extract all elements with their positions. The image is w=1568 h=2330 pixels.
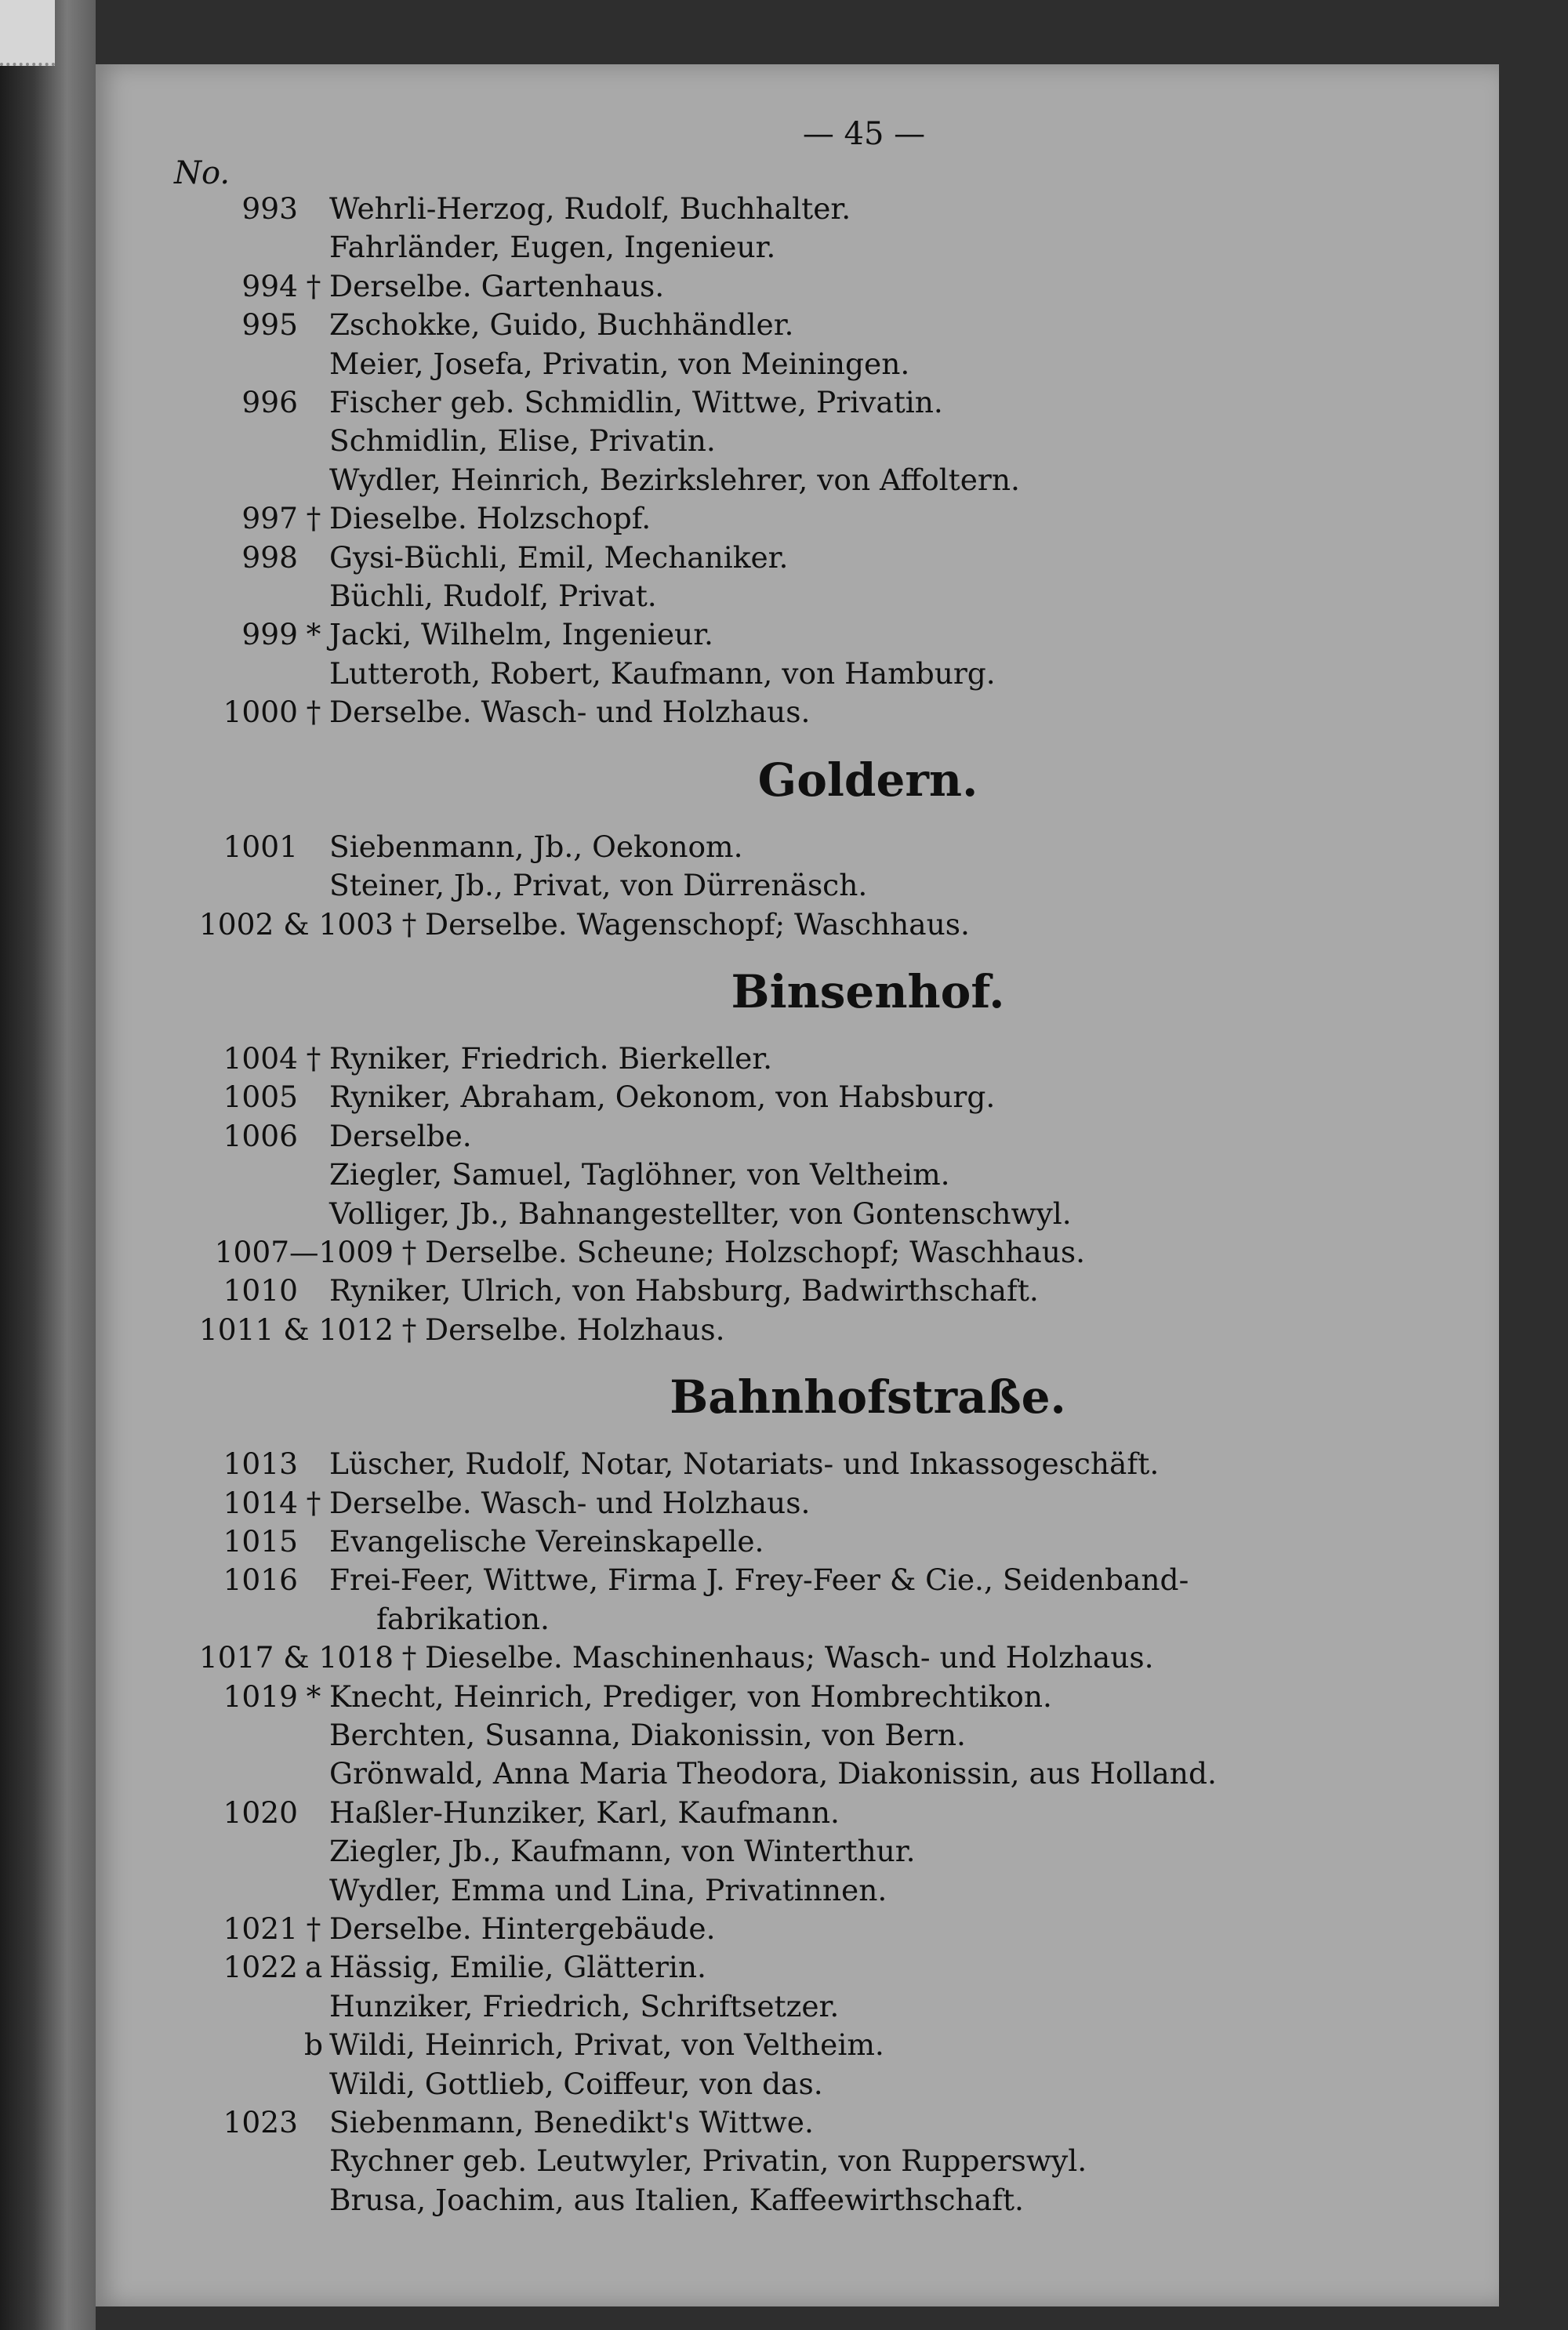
- entry-marker: [298, 1832, 329, 1871]
- resident-text: Derselbe. Wasch- und Holzhaus.: [329, 1485, 811, 1520]
- book-page: [96, 64, 1499, 2306]
- entry-marker: [298, 383, 329, 422]
- directory-entry: [174, 1639, 1460, 1677]
- entry-marker: [298, 1445, 329, 1483]
- house-number: 999: [241, 617, 298, 652]
- house-number: 1010: [223, 1273, 298, 1308]
- entry-marker: [298, 1117, 329, 1156]
- entry-marker: †: [306, 1911, 321, 1947]
- house-number: 993: [241, 191, 298, 226]
- entry-marker: [298, 422, 329, 460]
- directory-entry: [174, 267, 1460, 306]
- house-number: 996: [241, 385, 298, 420]
- directory-entry: [174, 1040, 1460, 1078]
- house-number: [174, 461, 298, 499]
- resident-text: Wydler, Heinrich, Bezirkslehrer, von Affoltern.: [329, 462, 1020, 497]
- directory-entry: [174, 2026, 1460, 2064]
- resident-text: Lüscher, Rudolf, Notar, Notariats- und Inkassogeschäft.: [329, 1446, 1160, 1482]
- entry-marker: [298, 577, 329, 615]
- entry-marker: †: [306, 1485, 321, 1520]
- directory-entry: [174, 1794, 1460, 1832]
- house-number: [174, 1716, 298, 1755]
- resident-text: Hunziker, Friedrich, Schriftsetzer.: [329, 1988, 840, 2023]
- resident-text: Wildi, Heinrich, Privat, von Veltheim.: [329, 2027, 884, 2063]
- house-number: [174, 1156, 298, 1194]
- entry-marker: [298, 828, 329, 866]
- entry-marker: a: [304, 1950, 323, 1985]
- directory-entry: [174, 383, 1460, 422]
- entry-marker: [298, 1871, 329, 1910]
- house-number: 1006: [223, 1118, 298, 1153]
- resident-text: Ryniker, Friedrich. Bierkeller.: [329, 1040, 773, 1076]
- section-heading: Bahnhofstraße.: [670, 1370, 1066, 1424]
- entry-marker: [298, 1600, 329, 1639]
- resident-text: Hässig, Emilie, Glätterin.: [329, 1950, 706, 1985]
- directory-entry: [174, 499, 1460, 538]
- house-number: [174, 1987, 298, 2026]
- directory-entry: [174, 345, 1460, 383]
- directory-entry: [174, 615, 1460, 654]
- entry-marker: *: [306, 1679, 321, 1714]
- directory-entry: [174, 1195, 1460, 1233]
- directory-entry: [174, 1233, 1460, 1272]
- house-number: [174, 2142, 298, 2180]
- resident-text: Grönwald, Anna Maria Theodora, Diakonissin, aus Holland.: [329, 1756, 1217, 1791]
- house-number: [174, 577, 298, 615]
- house-number: 1023: [223, 2105, 298, 2140]
- house-number: 1015: [223, 1523, 298, 1559]
- resident-text: Brusa, Joachim, aus Italien, Kaffeewirthschaft.: [329, 2182, 1024, 2217]
- entry-marker: [298, 306, 329, 344]
- house-number: 1005: [223, 1080, 298, 1115]
- house-number: 1020: [223, 1795, 298, 1830]
- house-number: 1014: [223, 1485, 298, 1520]
- resident-text: Siebenmann, Jb., Oekonom.: [329, 829, 743, 864]
- entry-marker: [298, 2103, 329, 2142]
- resident-text: fabrikation.: [376, 1601, 550, 1636]
- house-number: [174, 2065, 298, 2103]
- directory-entry: [174, 461, 1460, 499]
- directory-entry: [174, 228, 1460, 267]
- house-number: 1002 & 1003: [198, 906, 394, 942]
- resident-text: Ryniker, Ulrich, von Habsburg, Badwirthschaft.: [329, 1273, 1039, 1308]
- entry-marker: †: [401, 1234, 417, 1269]
- directory-entry: [174, 1311, 1460, 1349]
- resident-text: Haßler-Hunziker, Karl, Kaufmann.: [329, 1795, 840, 1830]
- book-spine: [0, 0, 96, 2330]
- entry-marker: [298, 228, 329, 267]
- house-number: 997: [241, 501, 298, 536]
- house-number: [174, 2026, 298, 2064]
- house-number: 1001: [223, 829, 298, 864]
- entry-marker: [298, 655, 329, 693]
- entry-marker: [298, 345, 329, 383]
- house-number: [174, 1832, 298, 1871]
- directory-entry: [174, 1600, 1460, 1639]
- directory-entry: [174, 1522, 1460, 1561]
- resident-text: Derselbe.: [329, 1118, 472, 1153]
- resident-text: Fahrländer, Eugen, Ingenieur.: [329, 230, 776, 265]
- directory-entry: [174, 1910, 1460, 1948]
- resident-text: Derselbe. Gartenhaus.: [329, 268, 665, 303]
- directory-entry: [174, 577, 1460, 615]
- resident-text: Siebenmann, Benedikt's Wittwe.: [329, 2105, 814, 2140]
- house-number: [174, 228, 298, 267]
- entry-marker: [298, 1561, 329, 1599]
- house-number: [174, 1871, 298, 1910]
- entry-marker: [298, 1987, 329, 2026]
- section-heading: Goldern.: [757, 753, 978, 807]
- entry-marker: [298, 1078, 329, 1116]
- entry-marker: [298, 1195, 329, 1233]
- resident-text: Derselbe. Wasch- und Holzhaus.: [329, 695, 811, 730]
- directory-entry: [174, 1117, 1460, 1156]
- entries-list: [174, 190, 1460, 2219]
- entry-marker: [298, 2181, 329, 2219]
- directory-entry: [174, 1948, 1460, 1987]
- directory-entry: [174, 1755, 1460, 1793]
- house-number: 994: [241, 268, 298, 303]
- entry-marker: †: [306, 501, 321, 536]
- house-number: 1000: [223, 695, 298, 730]
- resident-text: Zschokke, Guido, Buchhändler.: [329, 307, 794, 343]
- entry-marker: [298, 1522, 329, 1561]
- house-number: [174, 422, 298, 460]
- house-number: 998: [241, 539, 298, 575]
- house-number: [174, 655, 298, 693]
- entry-marker: [298, 1272, 329, 1310]
- entry-marker: [298, 461, 329, 499]
- directory-entry: [174, 828, 1460, 866]
- entry-marker: †: [401, 1312, 417, 1347]
- entry-marker: †: [401, 1640, 417, 1675]
- resident-text: Knecht, Heinrich, Prediger, von Hombrechtikon.: [329, 1679, 1052, 1714]
- directory-entry: [174, 1987, 1460, 2026]
- entry-marker: [298, 2142, 329, 2180]
- entry-marker: [298, 1156, 329, 1194]
- directory-entry: [174, 1272, 1460, 1310]
- resident-text: Derselbe. Scheune; Holzschopf; Waschhaus.: [425, 1234, 1086, 1269]
- directory-entry: [174, 1445, 1460, 1483]
- page-number: — 45 —: [802, 116, 926, 152]
- directory-entry: [174, 1484, 1460, 1522]
- entry-marker: [298, 1716, 329, 1755]
- entry-marker: [298, 539, 329, 577]
- directory-entry: [174, 1156, 1460, 1194]
- directory-entry: [174, 2181, 1460, 2219]
- resident-text: Ziegler, Samuel, Taglöhner, von Veltheim.: [329, 1157, 950, 1192]
- directory-entry: [174, 2142, 1460, 2180]
- house-number: 1017 & 1018: [198, 1640, 394, 1675]
- resident-text: Derselbe. Holzhaus.: [425, 1312, 725, 1347]
- directory-entry: [174, 1078, 1460, 1116]
- house-number: 1019: [223, 1679, 298, 1714]
- resident-text: Ryniker, Abraham, Oekonom, von Habsburg.: [329, 1080, 996, 1115]
- resident-text: Derselbe. Wagenschopf; Waschhaus.: [425, 906, 970, 942]
- house-number: [174, 2181, 298, 2219]
- resident-text: Jacki, Wilhelm, Ingenieur.: [329, 617, 713, 652]
- directory-entry: [174, 2103, 1460, 2142]
- directory-entry: [174, 306, 1460, 344]
- directory-entry: [174, 1832, 1460, 1871]
- house-number: 1016: [223, 1562, 298, 1598]
- resident-text: Wydler, Emma und Lina, Privatinnen.: [329, 1872, 887, 1907]
- house-number: 995: [241, 307, 298, 343]
- house-number: 1011 & 1012: [198, 1312, 394, 1347]
- directory-entry: [174, 1716, 1460, 1755]
- entry-marker: *: [306, 617, 321, 652]
- resident-text: Lutteroth, Robert, Kaufmann, von Hamburg.: [329, 655, 996, 691]
- house-number: 1007—1009: [214, 1234, 394, 1269]
- house-number: 1013: [223, 1446, 298, 1482]
- directory-entry: [174, 693, 1460, 731]
- entry-marker: [298, 1755, 329, 1793]
- directory-entry: [174, 539, 1460, 577]
- directory-entry: [174, 906, 1460, 944]
- resident-text: Volliger, Jb., Bahnangestellter, von Gontenschwyl.: [329, 1196, 1072, 1231]
- section-heading: Binsenhof.: [731, 964, 1005, 1018]
- house-number: [174, 866, 298, 905]
- house-number: 1022: [223, 1950, 298, 1985]
- house-number: [174, 1600, 298, 1639]
- resident-text: Steiner, Jb., Privat, von Dürrenäsch.: [329, 868, 868, 903]
- entry-marker: [298, 190, 329, 228]
- directory-entry: [174, 655, 1460, 693]
- house-number: [174, 1755, 298, 1793]
- paper-strip: [0, 0, 55, 66]
- resident-text: Büchli, Rudolf, Privat.: [329, 579, 657, 614]
- resident-text: Evangelische Vereinskapelle.: [329, 1523, 764, 1559]
- directory-entry: [174, 866, 1460, 905]
- directory-entry: [174, 1678, 1460, 1716]
- directory-entry: [174, 190, 1460, 228]
- resident-text: Dieselbe. Maschinenhaus; Wasch- und Holzhaus.: [425, 1640, 1154, 1675]
- resident-text: Berchten, Susanna, Diakonissin, von Bern.: [329, 1718, 966, 1752]
- number-column-label: No.: [174, 155, 230, 191]
- resident-text: Dieselbe. Holzschopf.: [329, 501, 652, 536]
- directory-text: [174, 111, 1460, 2219]
- resident-text: Wehrli-Herzog, Rudolf, Buchhalter.: [329, 191, 851, 226]
- resident-text: Schmidlin, Elise, Privatin.: [329, 423, 716, 459]
- house-number: 1021: [223, 1911, 298, 1947]
- directory-entry: [174, 422, 1460, 460]
- directory-entry: [174, 1561, 1460, 1599]
- entry-marker: †: [306, 1040, 321, 1076]
- entry-marker: [298, 1794, 329, 1832]
- resident-text: Rychner geb. Leutwyler, Privatin, von Rupperswyl.: [329, 2143, 1087, 2179]
- resident-text: Fischer geb. Schmidlin, Wittwe, Privatin.: [329, 385, 943, 420]
- directory-entry: [174, 2065, 1460, 2103]
- house-number: [174, 1195, 298, 1233]
- resident-text: Derselbe. Hintergebäude.: [329, 1911, 716, 1947]
- resident-text: Frei-Feer, Wittwe, Firma J. Frey-Feer & Cie., Seidenband-: [329, 1562, 1189, 1598]
- directory-entry: [174, 1871, 1460, 1910]
- entry-marker: †: [306, 695, 321, 730]
- entry-marker: b: [303, 2027, 323, 2063]
- resident-text: Ziegler, Jb., Kaufmann, von Winterthur.: [329, 1834, 916, 1869]
- house-number: 1004: [223, 1040, 298, 1076]
- entry-marker: [298, 2065, 329, 2103]
- resident-text: Gysi-Büchli, Emil, Mechaniker.: [329, 539, 789, 575]
- resident-text: Wildi, Gottlieb, Coiffeur, von das.: [329, 2066, 823, 2101]
- entry-marker: †: [306, 268, 321, 303]
- entry-marker: [298, 866, 329, 905]
- resident-text: Meier, Josefa, Privatin, von Meiningen.: [329, 346, 910, 381]
- entry-marker: †: [401, 906, 417, 942]
- house-number: [174, 345, 298, 383]
